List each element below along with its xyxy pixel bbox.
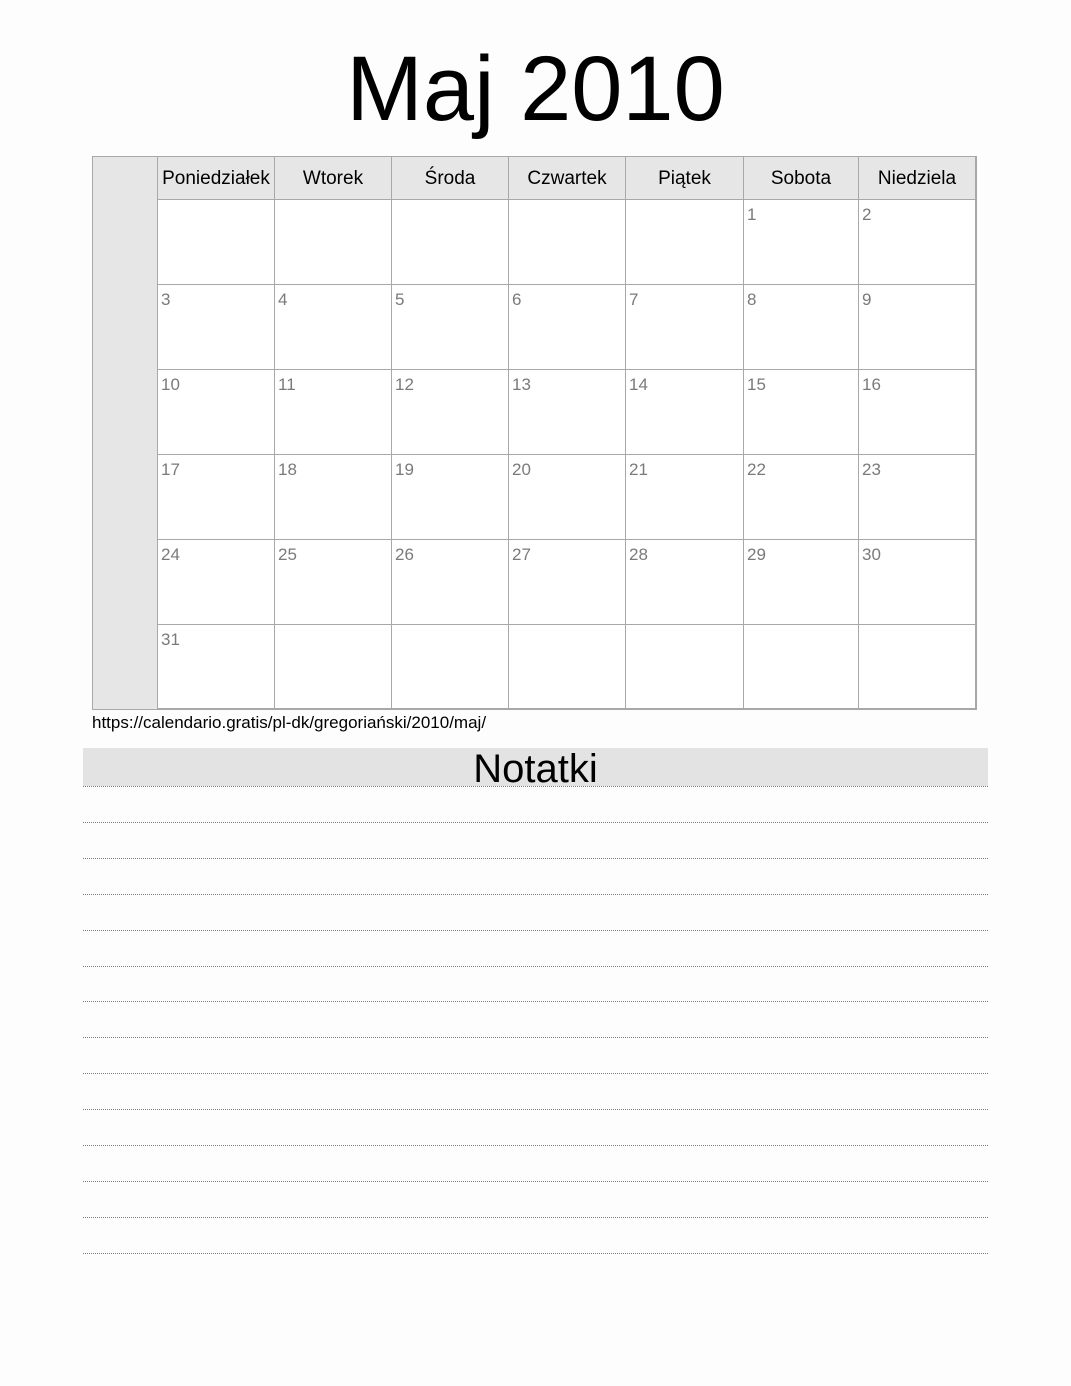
weekday-header: Wtorek <box>275 157 392 200</box>
weekday-header: Sobota <box>744 157 859 200</box>
day-number: 13 <box>512 375 531 394</box>
day-cell[interactable] <box>392 455 509 540</box>
day-number: 11 <box>278 375 296 394</box>
day-cell[interactable] <box>626 200 744 285</box>
note-line[interactable] <box>83 1217 988 1218</box>
day-cell[interactable] <box>626 455 744 540</box>
note-line[interactable] <box>83 1181 988 1182</box>
day-number: 1 <box>747 205 757 224</box>
day-number: 3 <box>161 290 171 309</box>
day-number: 18 <box>278 460 297 479</box>
day-cell[interactable] <box>626 285 744 370</box>
day-cell[interactable] <box>509 455 626 540</box>
day-cell[interactable] <box>744 370 859 455</box>
day-cell[interactable] <box>859 200 976 285</box>
day-number: 7 <box>629 290 639 309</box>
note-line[interactable] <box>83 1145 988 1146</box>
day-cell[interactable] <box>275 540 392 625</box>
day-cell[interactable] <box>859 540 976 625</box>
day-cell[interactable] <box>275 455 392 540</box>
day-cell[interactable] <box>509 625 626 709</box>
day-cell[interactable] <box>744 200 859 285</box>
weekday-header: Środa <box>392 157 509 200</box>
day-number: 27 <box>512 545 531 564</box>
day-number: 20 <box>512 460 531 479</box>
day-number: 8 <box>747 290 757 309</box>
notes-title: Notatki <box>83 748 988 786</box>
day-cell[interactable] <box>859 370 976 455</box>
day-cell[interactable] <box>158 625 275 709</box>
note-line[interactable] <box>83 1001 988 1002</box>
day-cell[interactable] <box>744 285 859 370</box>
day-cell[interactable] <box>744 455 859 540</box>
page-title: Maj 2010 <box>346 38 725 140</box>
day-number: 25 <box>278 545 297 564</box>
day-cell[interactable] <box>509 200 626 285</box>
note-line[interactable] <box>83 1253 988 1254</box>
day-cell[interactable] <box>626 370 744 455</box>
day-cell[interactable] <box>859 285 976 370</box>
day-number: 15 <box>747 375 766 394</box>
day-number: 4 <box>278 290 288 309</box>
day-number: 29 <box>747 545 766 564</box>
day-cell[interactable] <box>509 285 626 370</box>
weekday-header: Czwartek <box>509 157 626 200</box>
day-number: 10 <box>161 375 180 394</box>
day-number: 19 <box>395 460 414 479</box>
day-number: 5 <box>395 290 405 309</box>
day-number: 22 <box>747 460 766 479</box>
day-number: 24 <box>161 545 180 564</box>
note-line[interactable] <box>83 930 988 931</box>
day-cell[interactable] <box>392 625 509 709</box>
day-cell[interactable] <box>509 540 626 625</box>
day-number: 17 <box>161 460 180 479</box>
day-cell[interactable] <box>275 285 392 370</box>
day-cell[interactable] <box>275 370 392 455</box>
day-number: 14 <box>629 375 648 394</box>
day-cell[interactable] <box>158 540 275 625</box>
note-line[interactable] <box>83 1109 988 1110</box>
day-number: 31 <box>161 630 180 649</box>
day-cell[interactable] <box>158 370 275 455</box>
note-line[interactable] <box>83 786 988 787</box>
day-cell[interactable] <box>859 625 976 709</box>
day-number: 9 <box>862 290 872 309</box>
note-line[interactable] <box>83 966 988 967</box>
day-cell[interactable] <box>158 200 275 285</box>
day-cell[interactable] <box>275 625 392 709</box>
day-cell[interactable] <box>275 200 392 285</box>
day-number: 28 <box>629 545 648 564</box>
weekday-header: Niedziela <box>859 157 976 200</box>
note-line[interactable] <box>83 894 988 895</box>
day-cell[interactable] <box>158 455 275 540</box>
note-line[interactable] <box>83 858 988 859</box>
weekday-header: Piątek <box>626 157 744 200</box>
day-number: 26 <box>395 545 414 564</box>
day-cell[interactable] <box>392 540 509 625</box>
day-number: 6 <box>512 290 522 309</box>
day-cell[interactable] <box>509 370 626 455</box>
day-number: 16 <box>862 375 881 394</box>
calendar-grid <box>92 156 977 710</box>
day-cell[interactable] <box>392 370 509 455</box>
day-cell[interactable] <box>626 625 744 709</box>
day-cell[interactable] <box>744 625 859 709</box>
day-number: 21 <box>629 460 648 479</box>
day-cell[interactable] <box>158 285 275 370</box>
day-number: 30 <box>862 545 881 564</box>
day-number: 12 <box>395 375 414 394</box>
note-line[interactable] <box>83 1073 988 1074</box>
note-line[interactable] <box>83 822 988 823</box>
day-cell[interactable] <box>859 455 976 540</box>
day-cell[interactable] <box>392 285 509 370</box>
note-line[interactable] <box>83 1037 988 1038</box>
week-number-column <box>93 157 158 709</box>
day-cell[interactable] <box>626 540 744 625</box>
day-number: 23 <box>862 460 881 479</box>
day-cell[interactable] <box>392 200 509 285</box>
source-url[interactable]: https://calendario.gratis/pl-dk/gregoriański/2010/maj/ <box>92 713 487 732</box>
day-cell[interactable] <box>744 540 859 625</box>
day-number: 2 <box>862 205 872 224</box>
weekday-header: Poniedziałek <box>158 157 275 200</box>
